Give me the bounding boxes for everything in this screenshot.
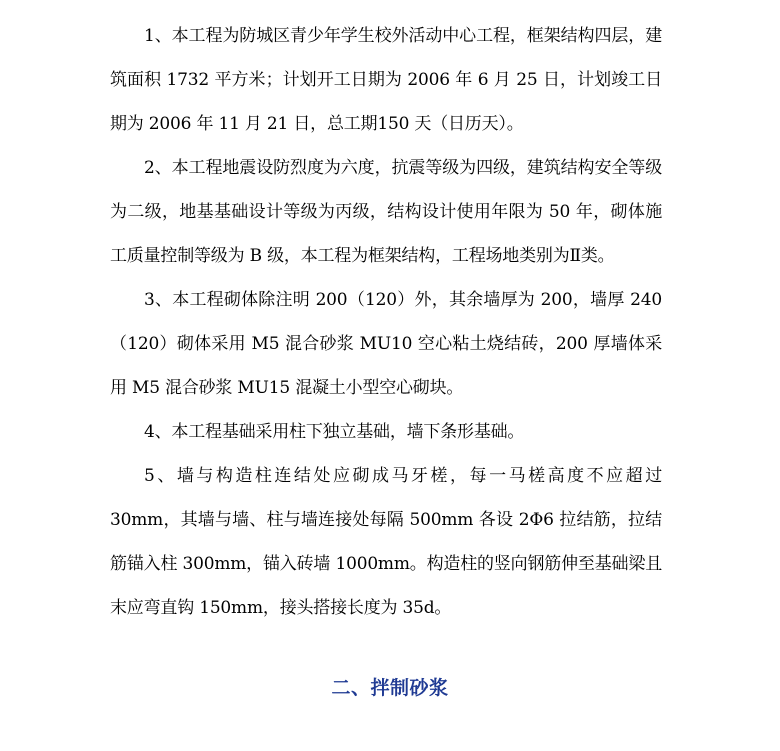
section-heading: 二、拌制砂浆 [331,677,449,699]
paragraph-4: 4、本工程基础采用柱下独立基础，墙下条形基础。 [144,422,525,442]
paragraph-3: 3、本工程砌体除注明 200（120）外，其余墙厚为 200，墙厚 240（120）砌体采用 M5 混合砂浆 MU10 空心粘土烧结砖，200 厚墙体采用 M5 混合砂浆 MU15 混凝土小型空心砌块。 [110,290,662,398]
paragraph-2: 2、本工程地震设防烈度为六度，抗震等级为四级，建筑结构安全等级为二级，地基基础设计等级为丙级，结构设计使用年限为 50 年，砌体施工质量控制等级为 B 级，本工程为框架结构，工程场地类别为Ⅱ类。 [110,158,662,266]
paragraph-5: 5、墙与构造柱连结处应砌成马牙槎，每一马槎高度不应超过 30mm，其墙与墙、柱与墙连接处每隔 500mm 各设 2Φ6 拉结筋，拉结筋锚入柱 300mm，锚入砖墙 1000mm。构造柱的竖向钢筋伸至基础梁且末应弯直钩 150mm，接头搭接长度为 35d。 [110,466,662,618]
document-body [110,14,662,630]
paragraph-1: 1、本工程为防城区青少年学生校外活动中心工程，框架结构四层，建筑面积 1732 平方米；计划开工日期为 2006 年 6 月 25 日，计划竣工日期为 2006 年 11 月 21 日，总工期150 天（日历天）。 [110,26,662,134]
